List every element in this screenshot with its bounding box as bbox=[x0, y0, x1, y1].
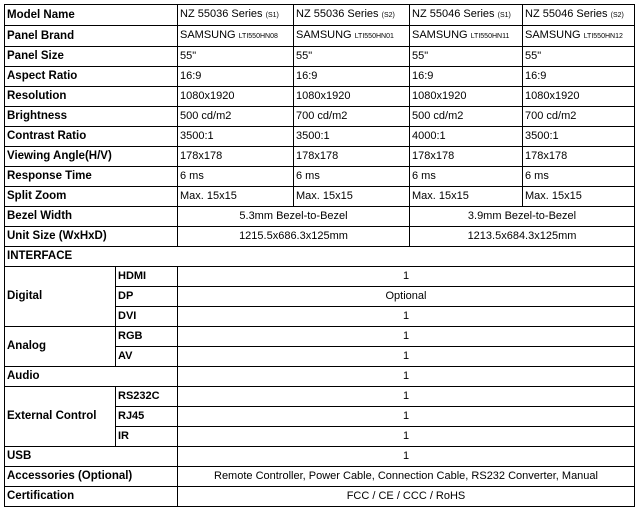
unit-size-s36: 1215.5x686.3x125mm bbox=[178, 227, 410, 247]
port-av: AV bbox=[116, 347, 178, 367]
row-hdmi bbox=[5, 267, 635, 287]
row-viewing-angle bbox=[5, 147, 635, 167]
aspect-col-3: 16:9 bbox=[410, 67, 523, 87]
label-audio: Audio bbox=[5, 367, 178, 387]
port-dp: DP bbox=[116, 287, 178, 307]
response-col-4: 6 ms bbox=[523, 167, 635, 187]
viewing-col-1: 178x178 bbox=[178, 147, 294, 167]
model-col-1: NZ 55036 Series (S1) bbox=[178, 5, 294, 26]
port-dvi: DVI bbox=[116, 307, 178, 327]
row-resolution bbox=[5, 87, 635, 107]
split-col-3: Max. 15x15 bbox=[410, 187, 523, 207]
port-rs232c: RS232C bbox=[116, 387, 178, 407]
label-viewing-angle: Viewing Angle(H/V) bbox=[5, 147, 178, 167]
row-response-time bbox=[5, 167, 635, 187]
split-col-4: Max. 15x15 bbox=[523, 187, 635, 207]
response-col-2: 6 ms bbox=[294, 167, 410, 187]
brightness-col-3: 500 cd/m2 bbox=[410, 107, 523, 127]
size-col-4: 55" bbox=[523, 47, 635, 67]
resolution-col-3: 1080x1920 bbox=[410, 87, 523, 107]
label-accessories: Accessories (Optional) bbox=[5, 467, 178, 487]
label-external-control: External Control bbox=[5, 387, 116, 447]
resolution-col-1: 1080x1920 bbox=[178, 87, 294, 107]
aspect-col-4: 16:9 bbox=[523, 67, 635, 87]
label-panel-brand: Panel Brand bbox=[5, 26, 178, 47]
row-interface-heading bbox=[5, 247, 635, 267]
label-model-name: Model Name bbox=[5, 5, 178, 26]
value-audio: 1 bbox=[178, 367, 635, 387]
brand-col-1: SAMSUNG LTI550HN08 bbox=[178, 26, 294, 47]
contrast-col-2: 3500:1 bbox=[294, 127, 410, 147]
size-col-1: 55" bbox=[178, 47, 294, 67]
label-aspect-ratio: Aspect Ratio bbox=[5, 67, 178, 87]
port-rj45: RJ45 bbox=[116, 407, 178, 427]
row-contrast-ratio bbox=[5, 127, 635, 147]
row-panel-size bbox=[5, 47, 635, 67]
brand-col-4: SAMSUNG LTI550HN12 bbox=[523, 26, 635, 47]
row-brightness bbox=[5, 107, 635, 127]
value-hdmi: 1 bbox=[178, 267, 635, 287]
split-col-1: Max. 15x15 bbox=[178, 187, 294, 207]
label-digital: Digital bbox=[5, 267, 116, 327]
bezel-s36: 5.3mm Bezel-to-Bezel bbox=[178, 207, 410, 227]
contrast-col-1: 3500:1 bbox=[178, 127, 294, 147]
label-panel-size: Panel Size bbox=[5, 47, 178, 67]
row-bezel-width bbox=[5, 207, 635, 227]
row-usb bbox=[5, 447, 635, 467]
port-ir: IR bbox=[116, 427, 178, 447]
value-ir: 1 bbox=[178, 427, 635, 447]
contrast-col-4: 3500:1 bbox=[523, 127, 635, 147]
response-col-3: 6 ms bbox=[410, 167, 523, 187]
brand-col-3: SAMSUNG LTI550HN11 bbox=[410, 26, 523, 47]
resolution-col-4: 1080x1920 bbox=[523, 87, 635, 107]
label-bezel-width: Bezel Width bbox=[5, 207, 178, 227]
viewing-col-3: 178x178 bbox=[410, 147, 523, 167]
label-certification: Certification bbox=[5, 487, 178, 507]
size-col-3: 55" bbox=[410, 47, 523, 67]
brightness-col-2: 700 cd/m2 bbox=[294, 107, 410, 127]
label-analog: Analog bbox=[5, 327, 116, 367]
aspect-col-1: 16:9 bbox=[178, 67, 294, 87]
value-rs232c: 1 bbox=[178, 387, 635, 407]
viewing-col-4: 178x178 bbox=[523, 147, 635, 167]
viewing-col-2: 178x178 bbox=[294, 147, 410, 167]
spec-table bbox=[4, 4, 635, 507]
row-split-zoom bbox=[5, 187, 635, 207]
row-unit-size bbox=[5, 227, 635, 247]
label-resolution: Resolution bbox=[5, 87, 178, 107]
model-col-3: NZ 55046 Series (S1) bbox=[410, 5, 523, 26]
brightness-col-4: 700 cd/m2 bbox=[523, 107, 635, 127]
value-rgb: 1 bbox=[178, 327, 635, 347]
row-rs232c bbox=[5, 387, 635, 407]
value-dvi: 1 bbox=[178, 307, 635, 327]
label-contrast-ratio: Contrast Ratio bbox=[5, 127, 178, 147]
port-hdmi: HDMI bbox=[116, 267, 178, 287]
bezel-s46: 3.9mm Bezel-to-Bezel bbox=[410, 207, 635, 227]
value-av: 1 bbox=[178, 347, 635, 367]
model-col-4: NZ 55046 Series (S2) bbox=[523, 5, 635, 26]
label-interface: INTERFACE bbox=[5, 247, 635, 267]
contrast-col-3: 4000:1 bbox=[410, 127, 523, 147]
label-split-zoom: Split Zoom bbox=[5, 187, 178, 207]
row-panel-brand bbox=[5, 26, 635, 47]
label-unit-size: Unit Size (WxHxD) bbox=[5, 227, 178, 247]
row-audio bbox=[5, 367, 635, 387]
port-rgb: RGB bbox=[116, 327, 178, 347]
model-col-2: NZ 55036 Series (S2) bbox=[294, 5, 410, 26]
label-brightness: Brightness bbox=[5, 107, 178, 127]
value-rj45: 1 bbox=[178, 407, 635, 427]
unit-size-s46: 1213.5x684.3x125mm bbox=[410, 227, 635, 247]
row-model-name bbox=[5, 5, 635, 26]
row-aspect-ratio bbox=[5, 67, 635, 87]
aspect-col-2: 16:9 bbox=[294, 67, 410, 87]
resolution-col-2: 1080x1920 bbox=[294, 87, 410, 107]
value-certification: FCC / CE / CCC / RoHS bbox=[178, 487, 635, 507]
size-col-2: 55" bbox=[294, 47, 410, 67]
row-accessories bbox=[5, 467, 635, 487]
value-accessories: Remote Controller, Power Cable, Connection Cable, RS232 Converter, Manual bbox=[178, 467, 635, 487]
split-col-2: Max. 15x15 bbox=[294, 187, 410, 207]
label-response-time: Response Time bbox=[5, 167, 178, 187]
response-col-1: 6 ms bbox=[178, 167, 294, 187]
brand-col-2: SAMSUNG LTI550HN01 bbox=[294, 26, 410, 47]
row-rgb bbox=[5, 327, 635, 347]
label-usb: USB bbox=[5, 447, 178, 467]
value-dp: Optional bbox=[178, 287, 635, 307]
value-usb: 1 bbox=[178, 447, 635, 467]
row-certification bbox=[5, 487, 635, 507]
brightness-col-1: 500 cd/m2 bbox=[178, 107, 294, 127]
